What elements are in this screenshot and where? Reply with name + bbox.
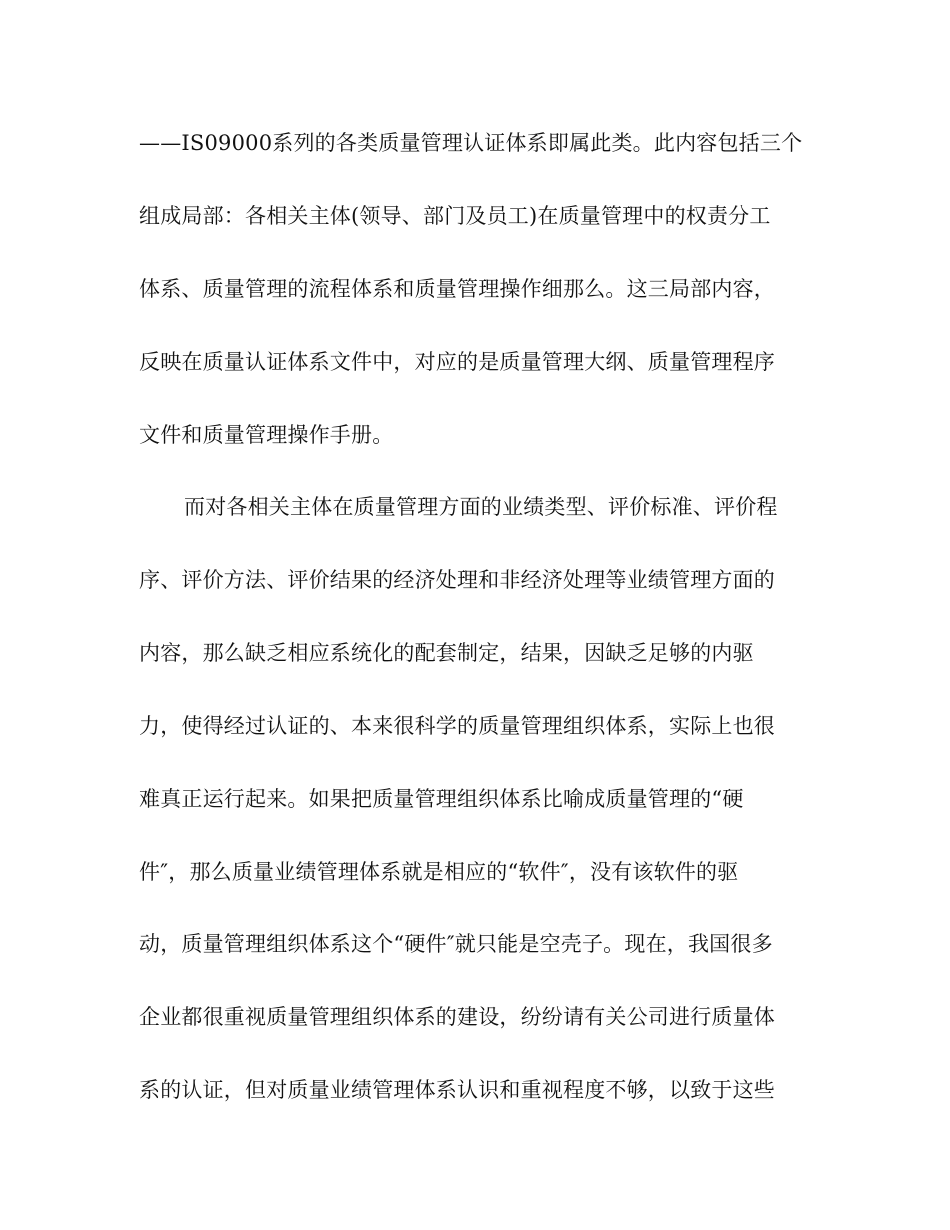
paragraph-1-line-3: 体系、质量管理的流程体系和质量管理操作细那么。这三局部内容， xyxy=(139,277,775,301)
paragraph-1-line-4: 反映在质量认证体系文件中，对应的是质量管理大纲、质量管理程序 xyxy=(139,350,775,374)
paragraph-1-line-2: 组成局部：各相关主体(领导、部门及员工)在质量管理中的权责分工 xyxy=(139,204,771,228)
paragraph-2-line-5: 难真正运行起来。如果把质量管理组织体系比喻成质量管理的“硬 xyxy=(139,787,744,811)
paragraph-2-line-4: 力，使得经过认证的、本来很科学的质量管理组织体系，实际上也很 xyxy=(139,714,775,738)
paragraph-2-line-1: 而对各相关主体在质量管理方面的业绩类型、评价标准、评价程 xyxy=(184,495,778,519)
paragraph-2-line-8: 企业都很重视质量管理组织体系的建设，纷纷请有关公司进行质量体 xyxy=(139,1005,775,1029)
paragraph-2-line-9: 系的认证，但对质量业绩管理体系认识和重视程度不够，以致于这些 xyxy=(139,1078,775,1102)
paragraph-2-line-6: 件″，那么质量业绩管理体系就是相应的“软件″，没有该软件的驱 xyxy=(139,860,739,884)
paragraph-2-line-7: 动，质量管理组织体系这个“硬件″就只能是空壳子。现在，我国很多 xyxy=(139,932,773,956)
paragraph-1-line-1: ——IS09000系列的各类质量管理认证体系即属此类。此内容包括三个 xyxy=(139,131,803,155)
paragraph-1-line-5: 文件和质量管理操作手册。 xyxy=(139,423,394,447)
paragraph-2-line-2: 序、评价方法、评价结果的经济处理和非经济处理等业绩管理方面的 xyxy=(139,568,775,592)
paragraph-2-line-3: 内容，那么缺乏相应系统化的配套制定，结果，因缺乏足够的内驱 xyxy=(139,641,754,665)
